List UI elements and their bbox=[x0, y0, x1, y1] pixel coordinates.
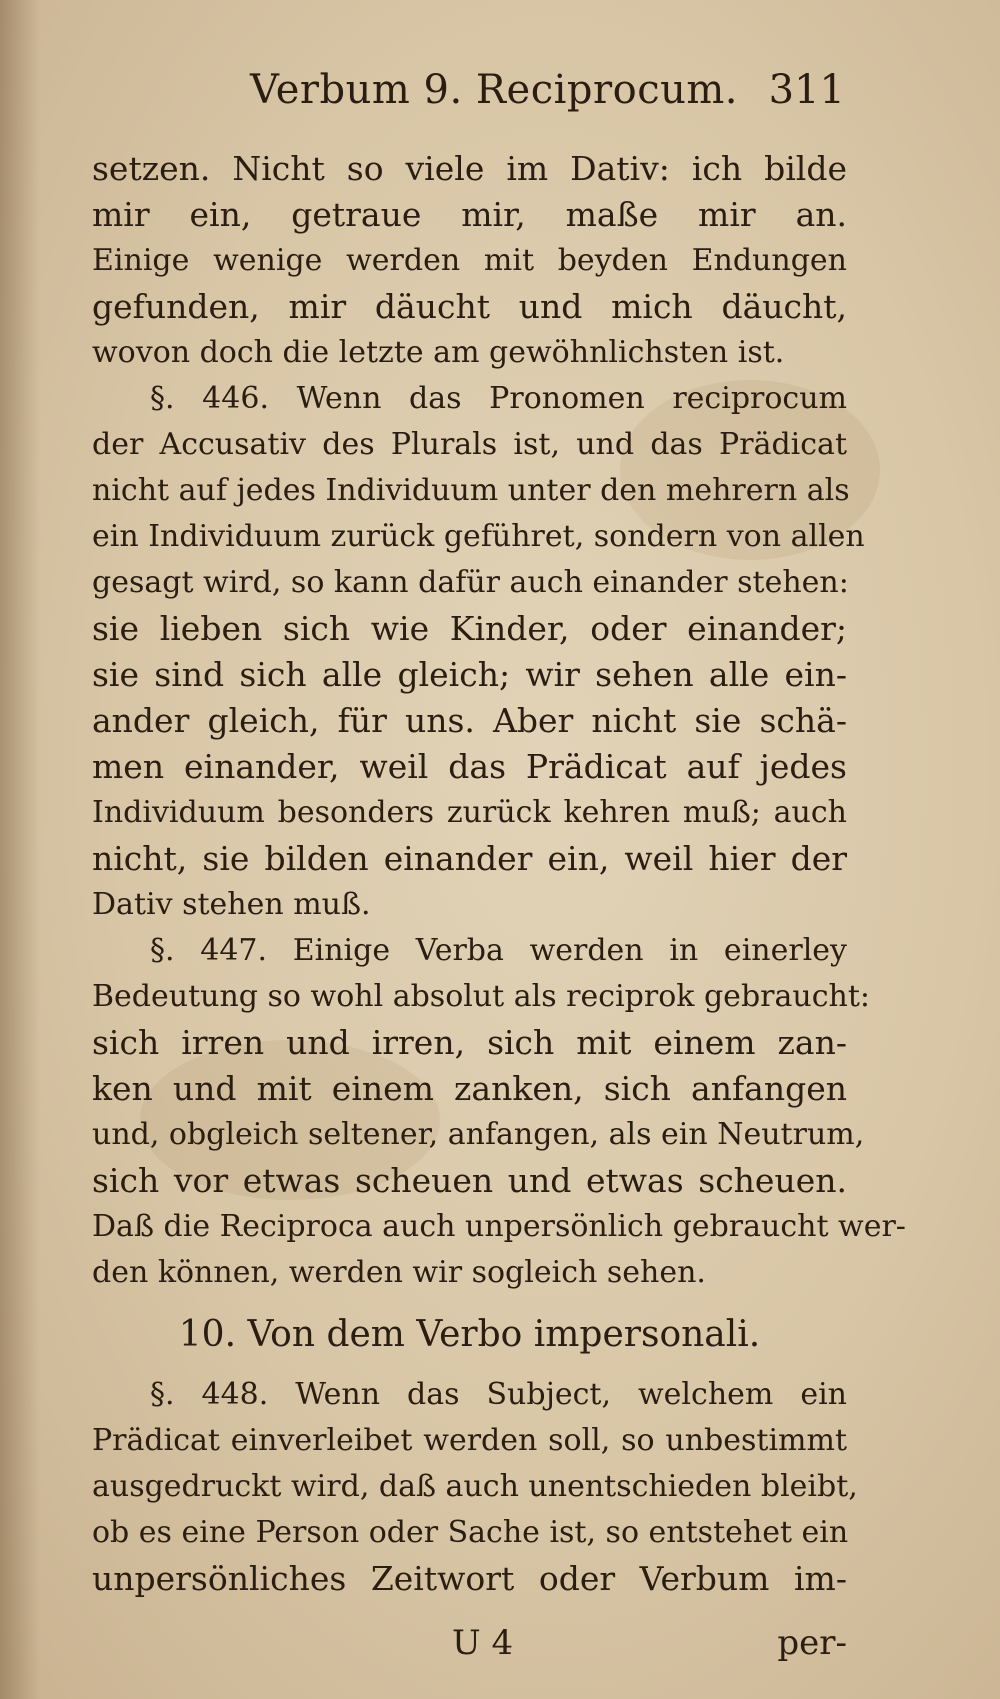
text-line: und, obgleich seltener, anfangen, als ein Neutrum, bbox=[92, 1117, 865, 1152]
text-line: nicht auf jedes Individuum unter den mehrern als bbox=[92, 473, 850, 508]
text-line: ein Individuum zurück geführet, sondern von allen bbox=[92, 519, 865, 554]
text-line: men einander, weil das Prädicat auf jedes bbox=[92, 747, 847, 786]
section-heading: 10. Von dem Verbo impersonali. bbox=[178, 1314, 761, 1355]
text-line: ob es eine Person oder Sache ist, so entstehet ein bbox=[92, 1515, 849, 1550]
page-footer bbox=[92, 1618, 847, 1668]
text-line: unpersönliches Zeitwort oder Verbum im- bbox=[92, 1559, 847, 1598]
signature-mark: U 4 bbox=[452, 1623, 514, 1663]
text-line: Dativ stehen muß. bbox=[92, 887, 371, 922]
text-line: mir ein, getraue mir, maße mir an. bbox=[92, 195, 847, 234]
body-text bbox=[92, 146, 906, 1602]
paragraph-446-start: §. 446. Wenn das Pronomen reciprocum bbox=[150, 381, 847, 416]
text-line: sie sind sich alle gleich; wir sehen alle ein- bbox=[92, 655, 847, 694]
text-line: Prädicat einverleibet werden soll, so unbestimmt bbox=[92, 1423, 847, 1458]
text-line: Bedeutung so wohl absolut als reciprok gebraucht: bbox=[92, 979, 870, 1014]
paragraph-448-start: §. 448. Wenn das Subject, welchem ein bbox=[150, 1377, 847, 1412]
running-header bbox=[100, 62, 845, 118]
text-line: Individuum besonders zurück kehren muß; auch bbox=[92, 795, 847, 830]
text-line: Daß die Reciproca auch unpersönlich gebraucht wer- bbox=[92, 1209, 906, 1244]
text-line: der Accusativ des Plurals ist, und das Prädicat bbox=[92, 427, 847, 462]
gutter-shadow bbox=[0, 0, 40, 1699]
running-title: Verbum 9. Reciprocum. bbox=[250, 67, 738, 113]
text-line: nicht, sie bilden einander ein, weil hier der bbox=[92, 839, 847, 878]
text-line: den können, werden wir sogleich sehen. bbox=[92, 1255, 706, 1290]
text-line: ken und mit einem zanken, sich anfangen bbox=[92, 1069, 847, 1108]
text-line: sich vor etwas scheuen und etwas scheuen. bbox=[92, 1161, 847, 1200]
text-line: sie lieben sich wie Kinder, oder einander; bbox=[92, 609, 847, 648]
text-line: Einige wenige werden mit beyden Endungen bbox=[92, 243, 847, 278]
page-number: 311 bbox=[768, 67, 845, 113]
text-line: sich irren und irren, sich mit einem zan- bbox=[92, 1023, 847, 1062]
catchword: per- bbox=[777, 1623, 847, 1663]
paragraph-447-start: §. 447. Einige Verba werden in einerley bbox=[150, 933, 847, 968]
text-line: gefunden, mir däucht und mich däucht, bbox=[92, 287, 847, 326]
text-line: setzen. Nicht so viele im Dativ: ich bilde bbox=[92, 149, 847, 188]
text-line: gesagt wird, so kann dafür auch einander stehen: bbox=[92, 565, 849, 600]
text-line: ausgedruckt wird, daß auch unentschieden bleibt, bbox=[92, 1469, 858, 1504]
text-line: ander gleich, für uns. Aber nicht sie schä- bbox=[92, 701, 847, 740]
text-line: wovon doch die letzte am gewöhnlichsten ist. bbox=[92, 335, 785, 370]
